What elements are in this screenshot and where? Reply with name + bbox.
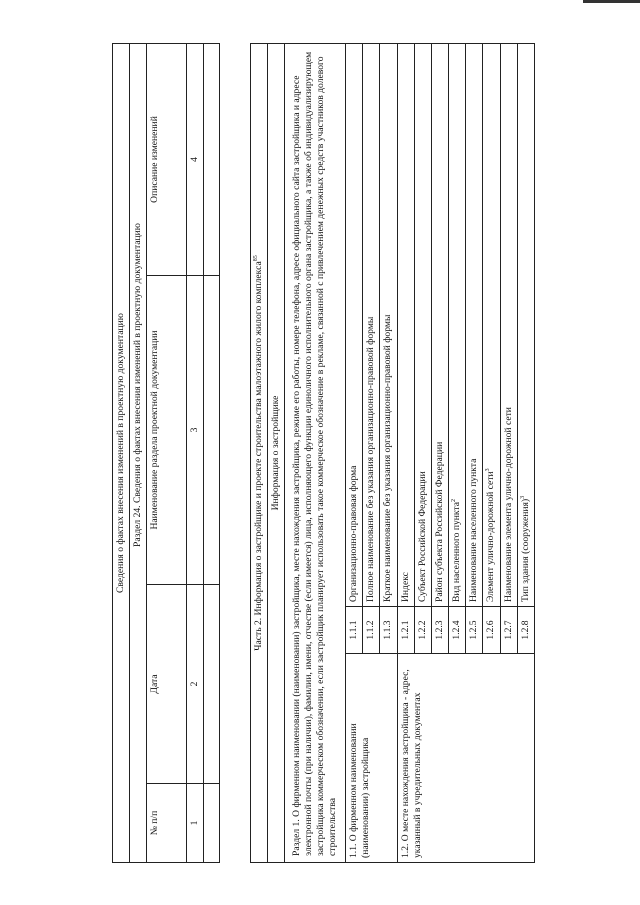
empty-cell xyxy=(203,783,219,862)
row-num: 1.2.8 xyxy=(517,606,534,653)
row-num: 1.2.2 xyxy=(414,606,431,653)
part2-title: Часть 2. Информация о застройщике и проекте строительства малоэтажного жилого комплекса$^{85}$ xyxy=(251,43,268,862)
row-text: Вид населенного пункта$^2$ xyxy=(449,43,466,606)
col-number-2: 2 xyxy=(186,584,203,783)
header-num: № п/п xyxy=(146,783,186,862)
col-number-4: 4 xyxy=(186,43,203,275)
row-num: 1.2.1 xyxy=(397,606,414,653)
row-text: Наименование элемента улично-дорожной сети xyxy=(500,43,517,606)
part2-table xyxy=(250,43,535,863)
section24-title: Сведения о фактах внесения изменений в проектную документацию xyxy=(113,43,130,862)
row-num: 1.2.7 xyxy=(500,606,517,653)
row-num: 1.1.3 xyxy=(380,606,397,653)
row-num: 1.2.3 xyxy=(431,606,448,653)
row-text: Индекс xyxy=(397,43,414,606)
row-text: Наименование населенного пункта xyxy=(466,43,483,606)
row-num: 1.1.1 xyxy=(346,606,363,653)
group-1-1: 1.1. О фирменном наименовании (наименовании) застройщика xyxy=(346,653,398,862)
row-text: Организационно-правовая форма xyxy=(346,43,363,606)
col-number-1: 1 xyxy=(186,783,203,862)
section1-text: Раздел 1. О фирменном наименовании (наименовании) застройщика, месте нахождения застройщика, режиме его работы, номере телефона, адресе официального сайта застройщика и адресе электронной почты (при наличии), фамилии, имени, отчестве (если имеется) лица, исполняющего функции единоличного исполнительного органа застройщика, а также об индивидуализирующем застройщика коммерческом обозначении, если застройщик планирует использовать такое коммерческое обозначение в рекламе, связанной с привлечением денежных средств участников долевого строительства xyxy=(285,43,346,862)
rotated-page xyxy=(50,43,590,863)
col-number-3: 3 xyxy=(186,275,203,584)
section24-subtitle: Раздел 24. Сведения о фактах внесения изменений в проектную документацию xyxy=(129,43,146,862)
empty-cell xyxy=(203,43,219,275)
rotated-content xyxy=(50,43,590,863)
row-text: Субъект Российской Федерации xyxy=(414,43,431,606)
row-num: 1.2.6 xyxy=(483,606,500,653)
info-header: Информация о застройщике xyxy=(268,43,285,862)
top-edge-line xyxy=(583,0,640,3)
header-date: Дата xyxy=(146,584,186,783)
section24-table xyxy=(112,43,220,863)
row-text: Тип здания (сооружения)$^3$ xyxy=(517,43,534,606)
header-description: Описание изменений xyxy=(146,43,186,275)
row-text: Краткое наименование без указания организационно-правовой формы xyxy=(380,43,397,606)
row-num: 1.2.5 xyxy=(466,606,483,653)
empty-cell xyxy=(203,584,219,783)
row-num: 1.2.4 xyxy=(449,606,466,653)
row-text: Район субъекта Российской Федерации xyxy=(431,43,448,606)
row-text: Элемент улично-дорожной сети$^3$ xyxy=(483,43,500,606)
group-1-2: 1.2. О месте нахождения застройщика - адрес, указанный в учредительных документах xyxy=(397,653,534,862)
empty-cell xyxy=(203,275,219,584)
header-section-name: Наименование раздела проектной документации xyxy=(146,275,186,584)
row-num: 1.1.2 xyxy=(363,606,380,653)
row-text: Полное наименование без указания организационно-правовой формы xyxy=(363,43,380,606)
